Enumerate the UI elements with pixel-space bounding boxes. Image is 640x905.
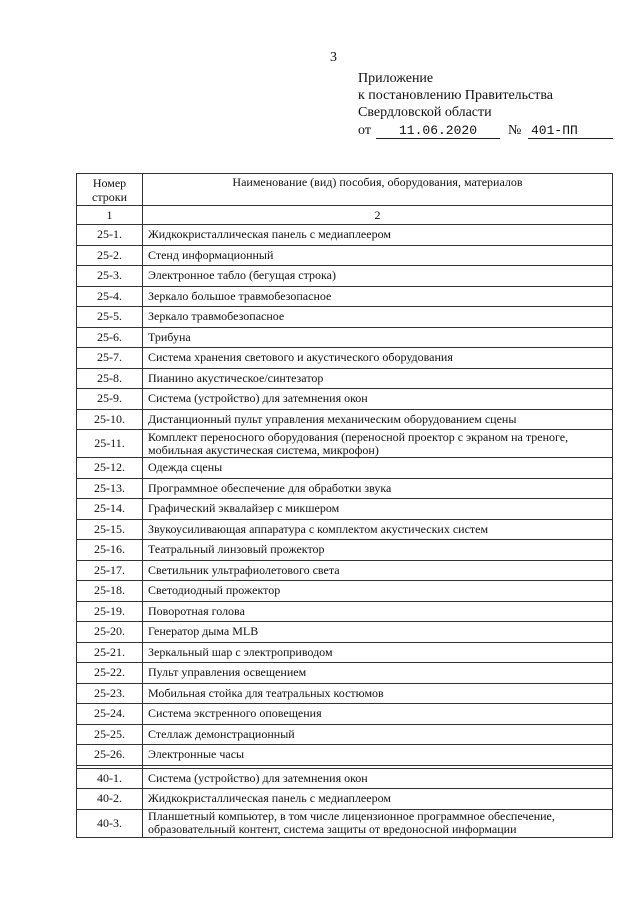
table-row xyxy=(77,704,613,725)
row-name: Дистанционный пульт управления механическим оборудованием сцены xyxy=(143,409,613,430)
row-number: 25-12. xyxy=(77,458,143,479)
table-row xyxy=(77,601,613,622)
table-row xyxy=(77,458,613,479)
row-name: Система хранения светового и акустического оборудования xyxy=(143,348,613,369)
row-name: Одежда сцены xyxy=(143,458,613,479)
table-row xyxy=(77,540,613,561)
row-name: Стеллаж демонстрационный xyxy=(143,724,613,745)
row-name: Планшетный компьютер, в том числе лицензионное программное обеспечение, образовательный контент, система защиты от вредоносной информации xyxy=(143,809,613,837)
table-row xyxy=(77,368,613,389)
row-number: 25-7. xyxy=(77,348,143,369)
row-name: Система (устройство) для затемнения окон xyxy=(143,768,613,789)
column-header-number: Номер строки xyxy=(77,174,143,206)
row-name: Электронное табло (бегущая строка) xyxy=(143,266,613,287)
table-row xyxy=(77,663,613,684)
table-row xyxy=(77,225,613,246)
table-row xyxy=(77,724,613,745)
row-name: Пульт управления освещением xyxy=(143,663,613,684)
row-number: 25-21. xyxy=(77,642,143,663)
row-number: 25-23. xyxy=(77,683,143,704)
row-number: 40-2. xyxy=(77,789,143,810)
table-row xyxy=(77,430,613,458)
row-name: Жидкокристаллическая панель с медиаплеером xyxy=(143,789,613,810)
row-name: Жидкокристаллическая панель с медиаплеером xyxy=(143,225,613,246)
appendix-title: Приложение xyxy=(358,71,434,86)
table-row xyxy=(77,266,613,287)
table-row xyxy=(77,245,613,266)
table-row xyxy=(77,499,613,520)
row-number: 25-20. xyxy=(77,622,143,643)
row-number: 40-1. xyxy=(77,768,143,789)
row-name: Стенд информационный xyxy=(143,245,613,266)
column-index-1: 1 xyxy=(77,206,143,225)
table-row xyxy=(77,581,613,602)
row-name: Комплект переносного оборудования (переносной проектор с экраном на треноге, мобильная акустическая система, микрофон) xyxy=(143,430,613,458)
row-number: 25-19. xyxy=(77,601,143,622)
appendix-resolution-line: к постановлению Правительства xyxy=(358,88,554,103)
row-number: 40-3. xyxy=(77,809,143,837)
row-number: 25-17. xyxy=(77,560,143,581)
row-number: 25-15. xyxy=(77,519,143,540)
row-name: Графический эквалайзер с микшером xyxy=(143,499,613,520)
row-number: 25-14. xyxy=(77,499,143,520)
row-number: 25-2. xyxy=(77,245,143,266)
row-name: Мобильная стойка для театральных костюмов xyxy=(143,683,613,704)
row-name: Светильник ультрафиолетового света xyxy=(143,560,613,581)
row-name: Звукоусиливающая аппаратура с комплектом акустических систем xyxy=(143,519,613,540)
row-name: Система (устройство) для затемнения окон xyxy=(143,389,613,410)
row-name: Система экстренного оповещения xyxy=(143,704,613,725)
table-row xyxy=(77,789,613,810)
table-row xyxy=(77,519,613,540)
group-40-rows xyxy=(77,768,613,837)
row-name: Генератор дыма MLB xyxy=(143,622,613,643)
resolution-date: 11.06.2020 xyxy=(376,122,500,139)
table-row xyxy=(77,683,613,704)
appendix-header xyxy=(358,70,618,140)
date-number-line xyxy=(358,122,618,140)
table-row xyxy=(77,409,613,430)
row-number: 25-8. xyxy=(77,368,143,389)
table-row xyxy=(77,642,613,663)
table-header-row xyxy=(77,174,613,206)
table-index-row xyxy=(77,206,613,225)
row-name: Электронные часы xyxy=(143,745,613,766)
table-row xyxy=(77,768,613,789)
table-row xyxy=(77,286,613,307)
row-name: Светодиодный прожектор xyxy=(143,581,613,602)
row-number: 25-5. xyxy=(77,307,143,328)
row-name: Театральный линзовый прожектор xyxy=(143,540,613,561)
row-number: 25-11. xyxy=(77,430,143,458)
row-number: 25-4. xyxy=(77,286,143,307)
number-label: № xyxy=(508,123,522,138)
row-name: Зеркало большое травмобезопасное xyxy=(143,286,613,307)
row-number: 25-6. xyxy=(77,327,143,348)
row-number: 25-18. xyxy=(77,581,143,602)
row-number: 25-24. xyxy=(77,704,143,725)
table-row xyxy=(77,307,613,328)
table-row xyxy=(77,560,613,581)
row-number: 25-25. xyxy=(77,724,143,745)
appendix-region-line: Свердловской области xyxy=(358,105,492,120)
row-name: Зеркальный шар с электроприводом xyxy=(143,642,613,663)
column-index-2: 2 xyxy=(143,206,613,225)
table-row xyxy=(77,478,613,499)
row-number: 25-16. xyxy=(77,540,143,561)
table-row xyxy=(77,809,613,837)
row-number: 25-10. xyxy=(77,409,143,430)
group-25-rows xyxy=(77,225,613,766)
equipment-table xyxy=(76,173,613,838)
page-number: 3 xyxy=(330,50,337,65)
table-row xyxy=(77,348,613,369)
row-name: Программное обеспечение для обработки звука xyxy=(143,478,613,499)
row-number: 25-3. xyxy=(77,266,143,287)
row-number: 25-9. xyxy=(77,389,143,410)
row-number: 25-13. xyxy=(77,478,143,499)
table-row xyxy=(77,327,613,348)
row-name: Зеркало травмобезопасное xyxy=(143,307,613,328)
table-row xyxy=(77,389,613,410)
table-row xyxy=(77,745,613,766)
row-name: Поворотная голова xyxy=(143,601,613,622)
row-number: 25-1. xyxy=(77,225,143,246)
row-name: Трибуна xyxy=(143,327,613,348)
row-number: 25-22. xyxy=(77,663,143,684)
column-header-name: Наименование (вид) пособия, оборудования, материалов xyxy=(143,174,613,206)
row-number: 25-26. xyxy=(77,745,143,766)
date-label: от xyxy=(358,123,371,138)
resolution-number: 401-ПП xyxy=(528,122,613,139)
table-row xyxy=(77,622,613,643)
row-name: Пианино акустическое/синтезатор xyxy=(143,368,613,389)
